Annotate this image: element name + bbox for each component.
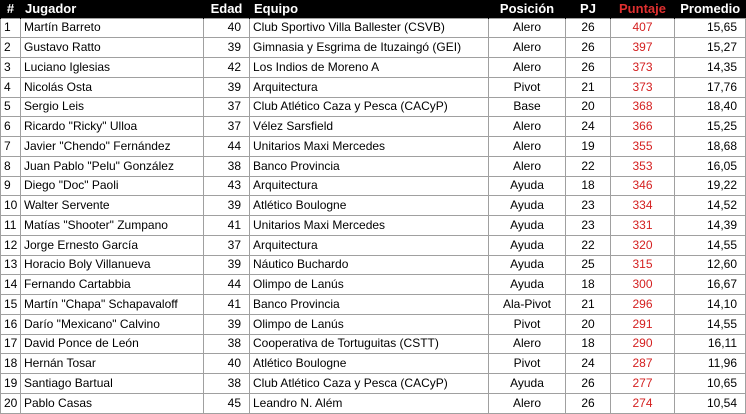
cell-equipo: Club Sportivo Villa Ballester (CSVB) — [250, 18, 489, 38]
cell-equipo: Arquitectura — [250, 77, 489, 97]
cell-jugador: Horacio Boly Villanueva — [21, 255, 204, 275]
cell-posicion: Ayuda — [489, 235, 566, 255]
table-body — [1, 18, 746, 413]
cell-puntaje: 373 — [611, 58, 675, 78]
cell-edad: 39 — [204, 77, 250, 97]
cell-promedio: 14,55 — [675, 235, 746, 255]
cell-promedio: 14,35 — [675, 58, 746, 78]
cell-puntaje: 407 — [611, 18, 675, 38]
table-row[interactable] — [1, 97, 746, 117]
table-row[interactable] — [1, 137, 746, 157]
cell-num: 1 — [1, 18, 21, 38]
cell-num: 8 — [1, 156, 21, 176]
cell-pj: 26 — [566, 58, 611, 78]
cell-num: 13 — [1, 255, 21, 275]
cell-puntaje: 277 — [611, 374, 675, 394]
cell-puntaje: 274 — [611, 393, 675, 413]
table-header — [1, 0, 746, 18]
column-header-pj[interactable]: PJ — [566, 0, 611, 18]
cell-equipo: Unitarios Maxi Mercedes — [250, 216, 489, 236]
cell-promedio: 10,54 — [675, 393, 746, 413]
cell-num: 11 — [1, 216, 21, 236]
cell-promedio: 14,10 — [675, 295, 746, 315]
cell-pj: 21 — [566, 77, 611, 97]
cell-promedio: 14,39 — [675, 216, 746, 236]
cell-num: 5 — [1, 97, 21, 117]
table-row[interactable] — [1, 58, 746, 78]
column-header-num[interactable]: # — [1, 0, 21, 18]
cell-pj: 22 — [566, 156, 611, 176]
cell-posicion: Ayuda — [489, 255, 566, 275]
cell-promedio: 10,65 — [675, 374, 746, 394]
cell-edad: 42 — [204, 58, 250, 78]
cell-pj: 19 — [566, 137, 611, 157]
cell-promedio: 11,96 — [675, 354, 746, 374]
table-row[interactable] — [1, 374, 746, 394]
cell-posicion: Base — [489, 97, 566, 117]
cell-edad: 40 — [204, 354, 250, 374]
cell-pj: 21 — [566, 295, 611, 315]
header-row — [1, 0, 746, 18]
cell-jugador: Fernando Cartabbia — [21, 275, 204, 295]
cell-equipo: Arquitectura — [250, 176, 489, 196]
cell-jugador: Gustavo Ratto — [21, 38, 204, 58]
cell-pj: 25 — [566, 255, 611, 275]
cell-edad: 39 — [204, 196, 250, 216]
table-row[interactable] — [1, 176, 746, 196]
cell-posicion: Ayuda — [489, 176, 566, 196]
cell-posicion: Alero — [489, 117, 566, 137]
cell-edad: 43 — [204, 176, 250, 196]
cell-jugador: Jorge Ernesto García — [21, 235, 204, 255]
cell-num: 6 — [1, 117, 21, 137]
cell-equipo: Cooperativa de Tortuguitas (CSTT) — [250, 334, 489, 354]
cell-jugador: Martín Barreto — [21, 18, 204, 38]
cell-pj: 20 — [566, 314, 611, 334]
cell-posicion: Alero — [489, 137, 566, 157]
table-row[interactable] — [1, 18, 746, 38]
cell-num: 7 — [1, 137, 21, 157]
table-row[interactable] — [1, 196, 746, 216]
column-header-posicion[interactable]: Posición — [489, 0, 566, 18]
cell-edad: 41 — [204, 295, 250, 315]
table-row[interactable] — [1, 38, 746, 58]
cell-puntaje: 368 — [611, 97, 675, 117]
cell-promedio: 16,05 — [675, 156, 746, 176]
cell-puntaje: 291 — [611, 314, 675, 334]
cell-equipo: Atlético Boulogne — [250, 196, 489, 216]
cell-num: 15 — [1, 295, 21, 315]
cell-jugador: Javier "Chendo" Fernández — [21, 137, 204, 157]
cell-equipo: Leandro N. Além — [250, 393, 489, 413]
cell-num: 18 — [1, 354, 21, 374]
column-header-puntaje[interactable]: Puntaje — [611, 0, 675, 18]
cell-puntaje: 373 — [611, 77, 675, 97]
cell-pj: 26 — [566, 374, 611, 394]
cell-posicion: Alero — [489, 393, 566, 413]
cell-pj: 26 — [566, 38, 611, 58]
cell-puntaje: 397 — [611, 38, 675, 58]
cell-jugador: Walter Servente — [21, 196, 204, 216]
table-row[interactable] — [1, 255, 746, 275]
table-row[interactable] — [1, 354, 746, 374]
column-header-equipo[interactable]: Equipo — [250, 0, 489, 18]
cell-edad: 37 — [204, 235, 250, 255]
cell-equipo: Banco Provincia — [250, 156, 489, 176]
cell-jugador: Pablo Casas — [21, 393, 204, 413]
cell-jugador: Martín "Chapa" Schapavaloff — [21, 295, 204, 315]
cell-edad: 39 — [204, 38, 250, 58]
cell-equipo: Olimpo de Lanús — [250, 314, 489, 334]
cell-equipo: Olimpo de Lanús — [250, 275, 489, 295]
cell-num: 14 — [1, 275, 21, 295]
cell-jugador: Diego "Doc" Paoli — [21, 176, 204, 196]
cell-num: 16 — [1, 314, 21, 334]
cell-promedio: 19,22 — [675, 176, 746, 196]
cell-jugador: Ricardo "Ricky" Ulloa — [21, 117, 204, 137]
cell-posicion: Alero — [489, 58, 566, 78]
cell-pj: 18 — [566, 334, 611, 354]
table-row[interactable] — [1, 295, 746, 315]
cell-edad: 38 — [204, 156, 250, 176]
cell-jugador: Nicolás Osta — [21, 77, 204, 97]
table-row[interactable] — [1, 314, 746, 334]
cell-equipo: Los Indios de Moreno A — [250, 58, 489, 78]
cell-edad: 37 — [204, 97, 250, 117]
cell-equipo: Banco Provincia — [250, 295, 489, 315]
cell-puntaje: 290 — [611, 334, 675, 354]
cell-equipo: Club Atlético Caza y Pesca (CACyP) — [250, 374, 489, 394]
cell-equipo: Gimnasia y Esgrima de Ituzaingó (GEI) — [250, 38, 489, 58]
cell-jugador: Matías "Shooter" Zumpano — [21, 216, 204, 236]
cell-pj: 24 — [566, 354, 611, 374]
cell-edad: 38 — [204, 334, 250, 354]
cell-edad: 44 — [204, 137, 250, 157]
cell-posicion: Alero — [489, 334, 566, 354]
cell-equipo: Unitarios Maxi Mercedes — [250, 137, 489, 157]
table-row[interactable] — [1, 235, 746, 255]
cell-puntaje: 331 — [611, 216, 675, 236]
cell-pj: 26 — [566, 393, 611, 413]
column-header-edad[interactable]: Edad — [204, 0, 250, 18]
cell-edad: 40 — [204, 18, 250, 38]
cell-posicion: Alero — [489, 156, 566, 176]
cell-posicion: Pivot — [489, 314, 566, 334]
table-row[interactable] — [1, 216, 746, 236]
cell-jugador: David Ponce de León — [21, 334, 204, 354]
cell-num: 12 — [1, 235, 21, 255]
cell-equipo: Club Atlético Caza y Pesca (CACyP) — [250, 97, 489, 117]
cell-edad: 45 — [204, 393, 250, 413]
cell-equipo: Náutico Buchardo — [250, 255, 489, 275]
cell-promedio: 15,25 — [675, 117, 746, 137]
cell-num: 10 — [1, 196, 21, 216]
cell-puntaje: 346 — [611, 176, 675, 196]
cell-edad: 38 — [204, 374, 250, 394]
cell-num: 2 — [1, 38, 21, 58]
cell-posicion: Ala-Pivot — [489, 295, 566, 315]
cell-edad: 37 — [204, 117, 250, 137]
cell-posicion: Ayuda — [489, 374, 566, 394]
table-row[interactable] — [1, 334, 746, 354]
table-row[interactable] — [1, 275, 746, 295]
table-row[interactable] — [1, 117, 746, 137]
cell-posicion: Alero — [489, 38, 566, 58]
cell-pj: 24 — [566, 117, 611, 137]
cell-jugador: Luciano Iglesias — [21, 58, 204, 78]
cell-edad: 44 — [204, 275, 250, 295]
cell-num: 19 — [1, 374, 21, 394]
cell-puntaje: 315 — [611, 255, 675, 275]
cell-pj: 18 — [566, 176, 611, 196]
cell-edad: 39 — [204, 314, 250, 334]
cell-posicion: Ayuda — [489, 216, 566, 236]
cell-promedio: 14,52 — [675, 196, 746, 216]
cell-promedio: 18,40 — [675, 97, 746, 117]
cell-puntaje: 355 — [611, 137, 675, 157]
cell-puntaje: 320 — [611, 235, 675, 255]
cell-promedio: 15,65 — [675, 18, 746, 38]
cell-pj: 18 — [566, 275, 611, 295]
table-row[interactable] — [1, 77, 746, 97]
cell-num: 4 — [1, 77, 21, 97]
cell-posicion: Alero — [489, 18, 566, 38]
cell-num: 20 — [1, 393, 21, 413]
cell-promedio: 16,67 — [675, 275, 746, 295]
cell-jugador: Sergio Leis — [21, 97, 204, 117]
cell-promedio: 17,76 — [675, 77, 746, 97]
cell-num: 3 — [1, 58, 21, 78]
cell-equipo: Vélez Sarsfield — [250, 117, 489, 137]
cell-jugador: Santiago Bartual — [21, 374, 204, 394]
cell-equipo: Atlético Boulogne — [250, 354, 489, 374]
cell-num: 17 — [1, 334, 21, 354]
cell-puntaje: 300 — [611, 275, 675, 295]
cell-pj: 23 — [566, 216, 611, 236]
cell-pj: 22 — [566, 235, 611, 255]
cell-promedio: 14,55 — [675, 314, 746, 334]
column-header-jugador[interactable]: Jugador — [21, 0, 204, 18]
cell-puntaje: 334 — [611, 196, 675, 216]
cell-puntaje: 366 — [611, 117, 675, 137]
column-header-promedio[interactable]: Promedio — [675, 0, 746, 18]
cell-jugador: Hernán Tosar — [21, 354, 204, 374]
cell-edad: 41 — [204, 216, 250, 236]
cell-jugador: Darío "Mexicano" Calvino — [21, 314, 204, 334]
cell-equipo: Arquitectura — [250, 235, 489, 255]
cell-jugador: Juan Pablo "Pelu" González — [21, 156, 204, 176]
table-row[interactable] — [1, 156, 746, 176]
cell-posicion: Ayuda — [489, 275, 566, 295]
cell-pj: 20 — [566, 97, 611, 117]
cell-puntaje: 287 — [611, 354, 675, 374]
cell-posicion: Pivot — [489, 77, 566, 97]
cell-posicion: Pivot — [489, 354, 566, 374]
cell-posicion: Ayuda — [489, 196, 566, 216]
cell-edad: 39 — [204, 255, 250, 275]
cell-promedio: 18,68 — [675, 137, 746, 157]
table-row[interactable] — [1, 393, 746, 413]
cell-pj: 23 — [566, 196, 611, 216]
cell-promedio: 16,11 — [675, 334, 746, 354]
cell-puntaje: 296 — [611, 295, 675, 315]
cell-promedio: 12,60 — [675, 255, 746, 275]
cell-pj: 26 — [566, 18, 611, 38]
cell-puntaje: 353 — [611, 156, 675, 176]
cell-promedio: 15,27 — [675, 38, 746, 58]
cell-num: 9 — [1, 176, 21, 196]
